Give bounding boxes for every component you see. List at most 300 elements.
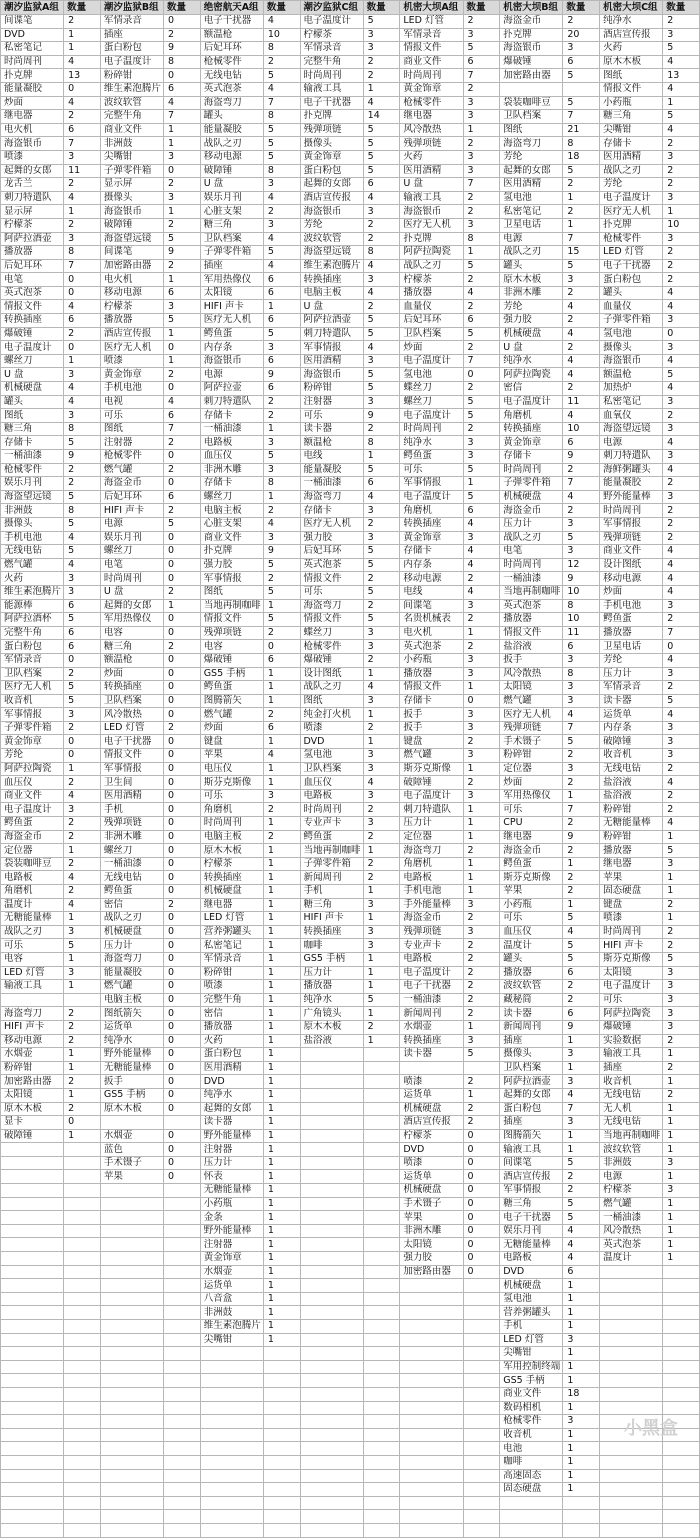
item-name-cell[interactable]: 机械硬盘: [500, 1279, 563, 1293]
item-name-cell[interactable]: 粉碎钳: [600, 803, 663, 817]
item-qty-cell[interactable]: 9: [263, 368, 300, 382]
item-name-cell[interactable]: [300, 1129, 363, 1143]
item-name-cell[interactable]: 医疗无人机: [100, 341, 163, 355]
item-name-cell[interactable]: 水烟壶: [400, 1020, 463, 1034]
item-name-cell[interactable]: 医用酒精: [400, 164, 463, 178]
item-qty-cell[interactable]: 2: [463, 205, 500, 219]
item-qty-cell[interactable]: [363, 1116, 400, 1130]
item-qty-cell[interactable]: 1: [663, 885, 700, 899]
item-name-cell[interactable]: 爆破锤: [300, 653, 363, 667]
item-qty-cell[interactable]: 0: [163, 1061, 200, 1075]
item-qty-cell[interactable]: [363, 1170, 400, 1184]
item-qty-cell[interactable]: 3: [463, 28, 500, 42]
item-qty-cell[interactable]: 0: [163, 925, 200, 939]
item-name-cell[interactable]: 残弹项链: [200, 626, 263, 640]
item-name-cell[interactable]: [300, 1265, 363, 1279]
item-name-cell[interactable]: 角磨机: [200, 803, 263, 817]
item-name-cell[interactable]: 氢电池: [500, 191, 563, 205]
item-name-cell[interactable]: 营养粥罐头: [500, 1306, 563, 1320]
item-qty-cell[interactable]: 6: [563, 966, 600, 980]
item-name-cell[interactable]: 无线电钻: [600, 762, 663, 776]
item-name-cell[interactable]: 摄像头: [100, 191, 163, 205]
item-qty-cell[interactable]: 3: [163, 300, 200, 314]
item-qty-cell[interactable]: 2: [663, 762, 700, 776]
item-name-cell[interactable]: 情报文件: [1, 300, 64, 314]
item-qty-cell[interactable]: 5: [263, 558, 300, 572]
item-qty-cell[interactable]: 4: [663, 708, 700, 722]
item-name-cell[interactable]: 扳手: [100, 1075, 163, 1089]
item-name-cell[interactable]: 读卡器: [300, 422, 363, 436]
qty-header[interactable]: 数量: [563, 1, 600, 15]
item-name-cell[interactable]: [600, 1347, 663, 1361]
item-qty-cell[interactable]: 1: [64, 980, 101, 994]
item-qty-cell[interactable]: [64, 1197, 101, 1211]
item-qty-cell[interactable]: 3: [363, 789, 400, 803]
item-name-cell[interactable]: 军事情报: [600, 517, 663, 531]
item-qty-cell[interactable]: 1: [263, 1333, 300, 1347]
item-name-cell[interactable]: 柠檬茶: [600, 1184, 663, 1198]
item-name-cell[interactable]: [600, 1292, 663, 1306]
item-qty-cell[interactable]: 3: [263, 531, 300, 545]
item-qty-cell[interactable]: 4: [563, 925, 600, 939]
item-name-cell[interactable]: 可乐: [400, 463, 463, 477]
item-qty-cell[interactable]: 5: [563, 735, 600, 749]
item-name-cell[interactable]: 播放器: [600, 626, 663, 640]
item-qty-cell[interactable]: 6: [263, 721, 300, 735]
item-name-cell[interactable]: 完整牛角: [300, 55, 363, 69]
item-qty-cell[interactable]: 2: [64, 776, 101, 790]
item-name-cell[interactable]: 机械硬盘: [500, 327, 563, 341]
item-qty-cell[interactable]: 1: [263, 1265, 300, 1279]
item-qty-cell[interactable]: 1: [263, 966, 300, 980]
item-name-cell[interactable]: 温度计: [1, 898, 64, 912]
item-qty-cell[interactable]: 5: [263, 327, 300, 341]
item-qty-cell[interactable]: 5: [64, 939, 101, 953]
item-qty-cell[interactable]: 0: [163, 653, 200, 667]
item-name-cell[interactable]: 太阳镜: [400, 1238, 463, 1252]
item-name-cell[interactable]: 图纸: [300, 694, 363, 708]
item-qty-cell[interactable]: 3: [663, 857, 700, 871]
item-qty-cell[interactable]: 2: [463, 273, 500, 287]
item-qty-cell[interactable]: 4: [563, 327, 600, 341]
item-qty-cell[interactable]: 2: [363, 232, 400, 246]
item-qty-cell[interactable]: 4: [663, 653, 700, 667]
item-name-cell[interactable]: [200, 1483, 263, 1497]
qty-header[interactable]: 数量: [263, 1, 300, 15]
item-qty-cell[interactable]: [363, 1387, 400, 1401]
item-qty-cell[interactable]: 2: [64, 857, 101, 871]
qty-header[interactable]: 数量: [163, 1, 200, 15]
item-name-cell[interactable]: 残弹项链: [300, 123, 363, 137]
item-name-cell[interactable]: [1, 993, 64, 1007]
item-qty-cell[interactable]: 0: [163, 15, 200, 29]
item-qty-cell[interactable]: 3: [363, 749, 400, 763]
item-qty-cell[interactable]: 5: [463, 490, 500, 504]
item-name-cell[interactable]: 军事情报: [100, 762, 163, 776]
item-name-cell[interactable]: [400, 1387, 463, 1401]
item-qty-cell[interactable]: 8: [64, 246, 101, 260]
item-name-cell[interactable]: [400, 1360, 463, 1374]
item-qty-cell[interactable]: [463, 1401, 500, 1415]
item-name-cell[interactable]: 阿萨拉酒壶: [300, 314, 363, 328]
item-qty-cell[interactable]: 1: [263, 599, 300, 613]
item-name-cell[interactable]: [200, 1374, 263, 1388]
item-name-cell[interactable]: [400, 1374, 463, 1388]
item-name-cell[interactable]: 风冷散热: [600, 1224, 663, 1238]
item-qty-cell[interactable]: 5: [463, 409, 500, 423]
item-qty-cell[interactable]: 2: [563, 980, 600, 994]
item-name-cell[interactable]: 当地再制咖啡: [600, 1129, 663, 1143]
item-qty-cell[interactable]: 5: [463, 259, 500, 273]
item-name-cell[interactable]: 咖啡: [500, 1455, 563, 1469]
item-name-cell[interactable]: [300, 1156, 363, 1170]
item-qty-cell[interactable]: 0: [463, 1238, 500, 1252]
item-name-cell[interactable]: 战队之刃: [500, 531, 563, 545]
item-name-cell[interactable]: 芳纶: [600, 178, 663, 192]
item-name-cell[interactable]: 喷漆: [300, 721, 363, 735]
item-qty-cell[interactable]: [163, 1523, 200, 1537]
item-name-cell[interactable]: 读卡器: [400, 1048, 463, 1062]
item-name-cell[interactable]: [500, 1510, 563, 1524]
item-name-cell[interactable]: [1, 1224, 64, 1238]
item-qty-cell[interactable]: 9: [563, 830, 600, 844]
item-qty-cell[interactable]: 4: [263, 517, 300, 531]
item-qty-cell[interactable]: 3: [363, 925, 400, 939]
item-name-cell[interactable]: 无糖能量棒: [500, 1238, 563, 1252]
item-qty-cell[interactable]: 6: [64, 599, 101, 613]
item-name-cell[interactable]: 时尚周刊: [1, 55, 64, 69]
item-qty-cell[interactable]: 1: [263, 1320, 300, 1334]
item-qty-cell[interactable]: [64, 1415, 101, 1429]
item-qty-cell[interactable]: 1: [363, 844, 400, 858]
item-name-cell[interactable]: 压力计: [100, 939, 163, 953]
item-qty-cell[interactable]: 1: [263, 1184, 300, 1198]
item-name-cell[interactable]: 额温枪: [200, 28, 263, 42]
item-name-cell[interactable]: 军事情报: [500, 1184, 563, 1198]
item-name-cell[interactable]: 机械硬盘: [400, 1102, 463, 1116]
item-name-cell[interactable]: 压力计: [300, 966, 363, 980]
item-name-cell[interactable]: 小药瓶: [200, 1197, 263, 1211]
item-qty-cell[interactable]: 1: [463, 681, 500, 695]
item-name-cell[interactable]: 小药瓶: [400, 653, 463, 667]
item-qty-cell[interactable]: 1: [263, 776, 300, 790]
item-qty-cell[interactable]: 1: [263, 898, 300, 912]
item-name-cell[interactable]: 插座: [500, 1116, 563, 1130]
item-qty-cell[interactable]: 2: [363, 803, 400, 817]
item-qty-cell[interactable]: 1: [263, 1102, 300, 1116]
item-name-cell[interactable]: [200, 1523, 263, 1537]
item-qty-cell[interactable]: 1: [363, 1034, 400, 1048]
item-name-cell[interactable]: 读卡器: [600, 694, 663, 708]
item-qty-cell[interactable]: 2: [663, 178, 700, 192]
item-name-cell[interactable]: 起舞的女郎: [300, 178, 363, 192]
item-name-cell[interactable]: 军事情报: [1, 708, 64, 722]
item-qty-cell[interactable]: [463, 1415, 500, 1429]
item-qty-cell[interactable]: 1: [663, 1048, 700, 1062]
item-name-cell[interactable]: 蛋白粉包: [600, 273, 663, 287]
item-qty-cell[interactable]: [163, 1197, 200, 1211]
item-name-cell[interactable]: [300, 1211, 363, 1225]
item-qty-cell[interactable]: 1: [563, 1455, 600, 1469]
item-name-cell[interactable]: 存储卡: [200, 409, 263, 423]
item-qty-cell[interactable]: 0: [163, 1143, 200, 1157]
item-name-cell[interactable]: HIFI 声卡: [1, 1020, 64, 1034]
item-qty-cell[interactable]: 5: [563, 531, 600, 545]
item-qty-cell[interactable]: 1: [263, 667, 300, 681]
item-qty-cell[interactable]: [363, 1401, 400, 1415]
item-qty-cell[interactable]: 7: [563, 232, 600, 246]
item-name-cell[interactable]: 时尚周刊: [300, 69, 363, 83]
item-name-cell[interactable]: 密信: [100, 898, 163, 912]
item-qty-cell[interactable]: 3: [64, 803, 101, 817]
item-name-cell[interactable]: 英式泡茶: [200, 82, 263, 96]
item-qty-cell[interactable]: 1: [64, 354, 101, 368]
item-name-cell[interactable]: 可乐: [500, 803, 563, 817]
item-qty-cell[interactable]: 3: [363, 504, 400, 518]
item-name-cell[interactable]: 燃气罐: [100, 463, 163, 477]
item-qty-cell[interactable]: [163, 1279, 200, 1293]
item-name-cell[interactable]: 电子干扰器: [500, 1211, 563, 1225]
item-name-cell[interactable]: 可乐: [500, 912, 563, 926]
item-qty-cell[interactable]: 7: [563, 1102, 600, 1116]
item-name-cell[interactable]: 显示屏: [1, 205, 64, 219]
item-name-cell[interactable]: 爆破锤: [500, 55, 563, 69]
item-name-cell[interactable]: [100, 1469, 163, 1483]
item-name-cell[interactable]: 柠檬茶: [1, 218, 64, 232]
item-qty-cell[interactable]: [463, 1279, 500, 1293]
item-name-cell[interactable]: [600, 1510, 663, 1524]
item-name-cell[interactable]: 军情录音: [200, 952, 263, 966]
item-qty-cell[interactable]: 7: [563, 721, 600, 735]
item-qty-cell[interactable]: 2: [363, 721, 400, 735]
item-qty-cell[interactable]: 1: [163, 599, 200, 613]
item-qty-cell[interactable]: 3: [263, 178, 300, 192]
item-qty-cell[interactable]: 13: [663, 69, 700, 83]
item-name-cell[interactable]: 播放器: [400, 667, 463, 681]
item-name-cell[interactable]: 战队之刃: [300, 681, 363, 695]
item-qty-cell[interactable]: 1: [263, 1170, 300, 1184]
item-qty-cell[interactable]: 1: [563, 1034, 600, 1048]
item-name-cell[interactable]: 间谍笔: [400, 599, 463, 613]
item-name-cell[interactable]: 阿萨拉酒杯: [1, 613, 64, 627]
item-qty-cell[interactable]: 3: [563, 653, 600, 667]
item-qty-cell[interactable]: [64, 1224, 101, 1238]
item-qty-cell[interactable]: 10: [663, 218, 700, 232]
item-name-cell[interactable]: [200, 1415, 263, 1429]
item-qty-cell[interactable]: 1: [663, 1252, 700, 1266]
item-name-cell[interactable]: 心脏支架: [200, 517, 263, 531]
item-qty-cell[interactable]: 3: [363, 273, 400, 287]
item-qty-cell[interactable]: 3: [563, 1333, 600, 1347]
item-name-cell[interactable]: 扑克牌: [1, 69, 64, 83]
item-name-cell[interactable]: 卫生间: [100, 776, 163, 790]
item-name-cell[interactable]: 海盗望远镜: [300, 246, 363, 260]
item-name-cell[interactable]: 鳄鱼蛋: [200, 681, 263, 695]
item-qty-cell[interactable]: 1: [263, 1143, 300, 1157]
item-qty-cell[interactable]: 1: [663, 871, 700, 885]
item-qty-cell[interactable]: 1: [263, 980, 300, 994]
item-qty-cell[interactable]: 1: [263, 939, 300, 953]
item-name-cell[interactable]: 火药: [200, 1034, 263, 1048]
item-name-cell[interactable]: 播放器: [600, 844, 663, 858]
item-qty-cell[interactable]: 2: [163, 585, 200, 599]
item-name-cell[interactable]: [1, 1347, 64, 1361]
item-qty-cell[interactable]: [663, 1374, 700, 1388]
item-qty-cell[interactable]: 2: [663, 898, 700, 912]
item-name-cell[interactable]: 时尚周刊: [400, 422, 463, 436]
item-qty-cell[interactable]: 1: [563, 1374, 600, 1388]
item-name-cell[interactable]: 残弹项链: [100, 817, 163, 831]
item-name-cell[interactable]: GS5 手柄: [100, 1088, 163, 1102]
item-qty-cell[interactable]: 3: [363, 28, 400, 42]
item-qty-cell[interactable]: 1: [663, 1211, 700, 1225]
item-qty-cell[interactable]: 3: [463, 531, 500, 545]
item-qty-cell[interactable]: [363, 1102, 400, 1116]
item-name-cell[interactable]: [1, 1184, 64, 1198]
item-qty-cell[interactable]: 5: [363, 15, 400, 29]
column-header[interactable]: 机密大坝B组: [500, 1, 563, 15]
item-qty-cell[interactable]: 4: [64, 191, 101, 205]
item-qty-cell[interactable]: 4: [64, 300, 101, 314]
item-qty-cell[interactable]: 0: [463, 1143, 500, 1157]
item-name-cell[interactable]: 后妃耳环: [400, 314, 463, 328]
item-name-cell[interactable]: 金条: [200, 1211, 263, 1225]
item-qty-cell[interactable]: 0: [163, 803, 200, 817]
item-qty-cell[interactable]: [64, 1360, 101, 1374]
item-qty-cell[interactable]: 8: [363, 246, 400, 260]
item-name-cell[interactable]: [1, 1428, 64, 1442]
item-name-cell[interactable]: 酒店宣传报: [400, 1116, 463, 1130]
item-qty-cell[interactable]: 0: [64, 82, 101, 96]
item-qty-cell[interactable]: 3: [663, 1020, 700, 1034]
item-qty-cell[interactable]: 4: [363, 286, 400, 300]
item-qty-cell[interactable]: 2: [563, 1170, 600, 1184]
item-name-cell[interactable]: 时尚周刊: [400, 69, 463, 83]
item-qty-cell[interactable]: 2: [663, 531, 700, 545]
item-name-cell[interactable]: 后妃耳环: [200, 42, 263, 56]
item-qty-cell[interactable]: 1: [263, 1238, 300, 1252]
item-qty-cell[interactable]: 3: [463, 150, 500, 164]
item-name-cell[interactable]: 电子温度计: [500, 395, 563, 409]
item-name-cell[interactable]: [400, 1469, 463, 1483]
item-qty-cell[interactable]: 2: [663, 681, 700, 695]
item-qty-cell[interactable]: 3: [663, 150, 700, 164]
item-qty-cell[interactable]: [463, 1510, 500, 1524]
item-name-cell[interactable]: 子弹零件箱: [500, 477, 563, 491]
item-name-cell[interactable]: [600, 1401, 663, 1415]
item-qty-cell[interactable]: 1: [563, 1428, 600, 1442]
item-name-cell[interactable]: 电子温度计: [1, 341, 64, 355]
item-name-cell[interactable]: [100, 1252, 163, 1266]
item-name-cell[interactable]: 喷漆: [400, 1156, 463, 1170]
item-qty-cell[interactable]: [463, 1469, 500, 1483]
item-qty-cell[interactable]: [163, 1238, 200, 1252]
item-name-cell[interactable]: 尖嘴钳: [200, 1333, 263, 1347]
item-name-cell[interactable]: 电脑主板: [200, 830, 263, 844]
item-name-cell[interactable]: DVD: [400, 1143, 463, 1157]
item-name-cell[interactable]: 读卡器: [200, 1116, 263, 1130]
item-name-cell[interactable]: 收音机: [600, 749, 663, 763]
item-qty-cell[interactable]: 0: [463, 1170, 500, 1184]
item-qty-cell[interactable]: 0: [64, 273, 101, 287]
item-name-cell[interactable]: 战队之刃: [200, 137, 263, 151]
item-qty-cell[interactable]: 7: [64, 137, 101, 151]
item-qty-cell[interactable]: 6: [263, 382, 300, 396]
item-name-cell[interactable]: 电线: [400, 585, 463, 599]
item-name-cell[interactable]: [100, 1265, 163, 1279]
item-qty-cell[interactable]: 5: [263, 585, 300, 599]
item-name-cell[interactable]: 袋装咖啡豆: [1, 857, 64, 871]
item-name-cell[interactable]: 尖嘴钳: [600, 123, 663, 137]
item-name-cell[interactable]: [600, 1469, 663, 1483]
item-name-cell[interactable]: 维生素泡腾片: [300, 259, 363, 273]
item-qty-cell[interactable]: 7: [563, 477, 600, 491]
item-qty-cell[interactable]: 2: [663, 504, 700, 518]
item-qty-cell[interactable]: 8: [64, 504, 101, 518]
item-qty-cell[interactable]: 7: [163, 422, 200, 436]
item-qty-cell[interactable]: 6: [64, 314, 101, 328]
item-name-cell[interactable]: 非洲鼓: [100, 137, 163, 151]
item-qty-cell[interactable]: [363, 1129, 400, 1143]
item-qty-cell[interactable]: 6: [563, 1007, 600, 1021]
item-qty-cell[interactable]: 6: [363, 477, 400, 491]
item-qty-cell[interactable]: 4: [463, 517, 500, 531]
item-name-cell[interactable]: 海盗弯刀: [100, 952, 163, 966]
item-qty-cell[interactable]: 6: [163, 286, 200, 300]
item-name-cell[interactable]: 海盗银币: [300, 205, 363, 219]
item-qty-cell[interactable]: 8: [463, 232, 500, 246]
item-name-cell[interactable]: 机械硬盘: [1, 382, 64, 396]
item-qty-cell[interactable]: 3: [363, 640, 400, 654]
item-name-cell[interactable]: [400, 1292, 463, 1306]
item-name-cell[interactable]: [200, 1347, 263, 1361]
item-qty-cell[interactable]: 1: [163, 123, 200, 137]
item-qty-cell[interactable]: [64, 993, 101, 1007]
item-name-cell[interactable]: U 盘: [200, 178, 263, 192]
item-name-cell[interactable]: [400, 1279, 463, 1293]
item-qty-cell[interactable]: 4: [563, 300, 600, 314]
item-qty-cell[interactable]: 1: [263, 300, 300, 314]
item-qty-cell[interactable]: 2: [663, 925, 700, 939]
item-name-cell[interactable]: 军情录音: [400, 28, 463, 42]
item-name-cell[interactable]: [100, 1401, 163, 1415]
item-qty-cell[interactable]: 1: [263, 1007, 300, 1021]
item-name-cell[interactable]: 一桶油漆: [600, 1211, 663, 1225]
item-name-cell[interactable]: 电线: [300, 450, 363, 464]
item-name-cell[interactable]: 情报文件: [400, 42, 463, 56]
item-name-cell[interactable]: 加热炉: [600, 382, 663, 396]
item-qty-cell[interactable]: 5: [663, 42, 700, 56]
item-name-cell[interactable]: 完整牛角: [1, 626, 64, 640]
item-name-cell[interactable]: 情报文件: [400, 681, 463, 695]
item-name-cell[interactable]: [600, 1387, 663, 1401]
item-name-cell[interactable]: 鳄鱼蛋: [300, 830, 363, 844]
item-name-cell[interactable]: 医疗无人机: [200, 314, 263, 328]
item-qty-cell[interactable]: 3: [563, 694, 600, 708]
item-name-cell[interactable]: 海盗金币: [400, 912, 463, 926]
item-qty-cell[interactable]: 0: [163, 776, 200, 790]
item-name-cell[interactable]: 战队之刃: [100, 912, 163, 926]
item-qty-cell[interactable]: 5: [463, 327, 500, 341]
item-name-cell[interactable]: [1, 1374, 64, 1388]
item-qty-cell[interactable]: 8: [263, 110, 300, 124]
item-qty-cell[interactable]: 1: [64, 1088, 101, 1102]
item-name-cell[interactable]: 时尚周刊: [100, 572, 163, 586]
item-name-cell[interactable]: [200, 1387, 263, 1401]
item-qty-cell[interactable]: 3: [463, 653, 500, 667]
item-qty-cell[interactable]: 1: [263, 1088, 300, 1102]
item-name-cell[interactable]: 海盗银币: [200, 354, 263, 368]
